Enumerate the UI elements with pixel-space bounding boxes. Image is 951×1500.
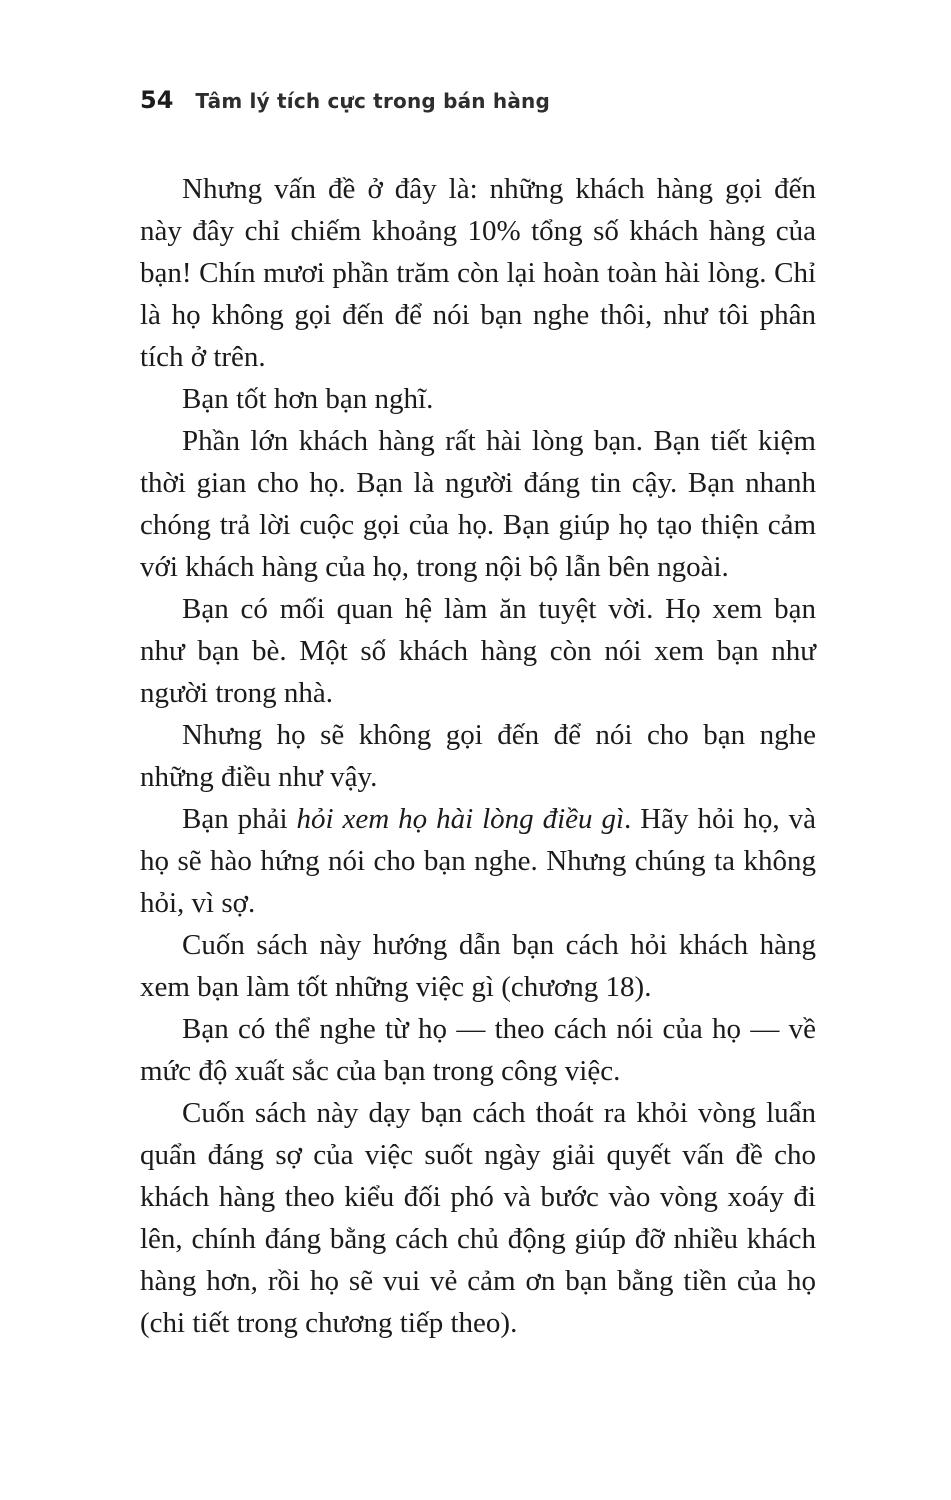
text-run: Nhưng vấn đề ở đây là: những khách hàng gọi đến này đây chỉ chiếm khoảng 10% tổng số khách hàng của bạn! Chín mươi phần trăm còn lại hoàn toàn hài lòng. Chỉ là họ không gọi đến để nói bạn nghe thôi, như tôi phân tích ở trên. (140, 173, 816, 373)
paragraph (140, 378, 816, 420)
paragraph (140, 420, 816, 588)
paragraph (140, 924, 816, 1008)
text-run: Bạn có thể nghe từ họ — theo cách nói của họ — về mức độ xuất sắc của bạn trong công việc. (140, 1013, 816, 1087)
page-header (140, 86, 816, 114)
text-run: Phần lớn khách hàng rất hài lòng bạn. Bạn tiết kiệm thời gian cho họ. Bạn là người đáng tin cậy. Bạn nhanh chóng trả lời cuộc gọi của họ. Bạn giúp họ tạo thiện cảm với khách hàng của họ, trong nội bộ lẫn bên ngoài. (140, 425, 816, 583)
text-run: Bạn phải (182, 803, 297, 835)
page-body (140, 168, 816, 1344)
paragraph (140, 1092, 816, 1344)
page-number: 54 (140, 86, 174, 114)
text-run: Bạn có mối quan hệ làm ăn tuyệt vời. Họ xem bạn như bạn bè. Một số khách hàng còn nói xem bạn như người trong nhà. (140, 593, 816, 709)
text-run: . Hãy hỏi họ, và họ sẽ hào hứng nói cho bạn nghe. Nhưng chúng ta không hỏi, vì sợ. (140, 803, 816, 919)
text-run: Bạn tốt hơn bạn nghĩ. (182, 383, 434, 415)
running-title: Tâm lý tích cực trong bán hàng (195, 89, 550, 113)
paragraph (140, 1008, 816, 1092)
paragraph (140, 168, 816, 378)
text-run: Cuốn sách này dạy bạn cách thoát ra khỏi vòng luẩn quẩn đáng sợ của việc suốt ngày giải quyết vấn đề cho khách hàng theo kiểu đối phó và bước vào vòng xoáy đi lên, chính đáng bằng cách chủ động giúp đỡ nhiều khách hàng hơn, rồi họ sẽ vui vẻ cảm ơn bạn bằng tiền của họ (chi tiết trong chương tiếp theo). (140, 1097, 816, 1339)
text-run: Nhưng họ sẽ không gọi đến để nói cho bạn nghe những điều như vậy. (140, 719, 816, 793)
paragraph (140, 714, 816, 798)
paragraph (140, 798, 816, 924)
text-run: Cuốn sách này hướng dẫn bạn cách hỏi khách hàng xem bạn làm tốt những việc gì (chương 18). (140, 929, 816, 1003)
italic-text-run: hỏi xem họ hài lòng điều gì (296, 803, 624, 835)
paragraph (140, 588, 816, 714)
